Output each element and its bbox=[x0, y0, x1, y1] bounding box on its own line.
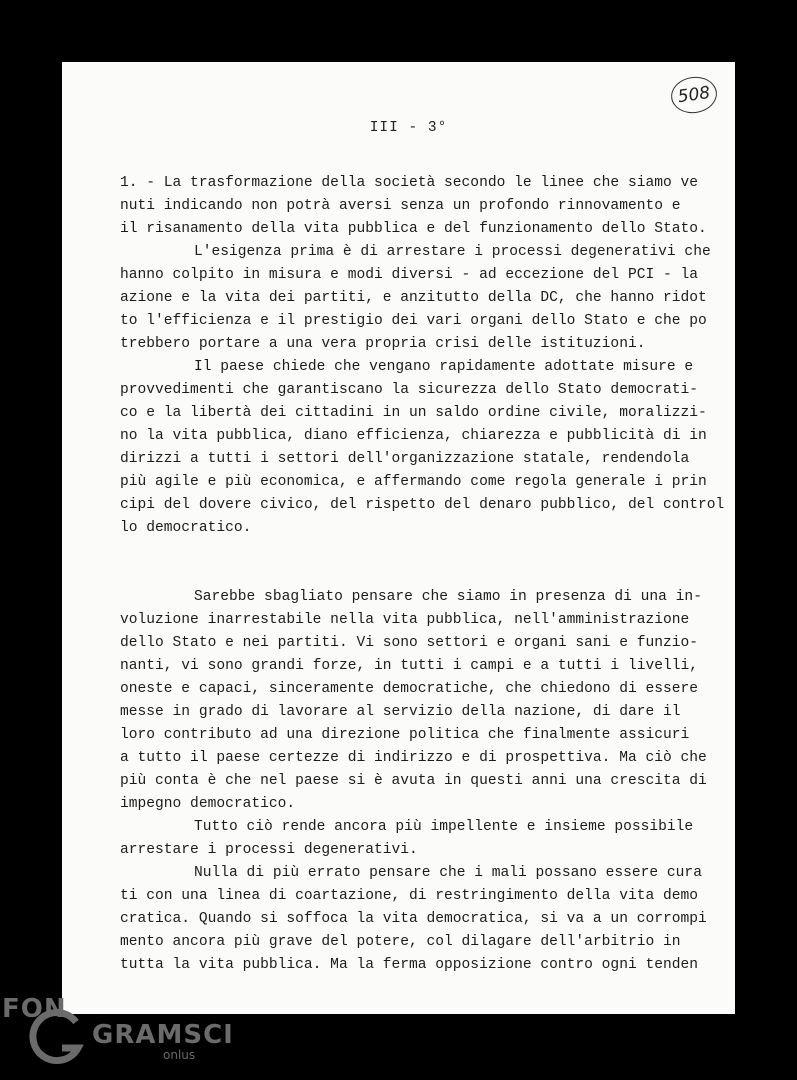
text-line: 1. - La trasformazione della società secondo le linee che siamo ve bbox=[120, 175, 699, 191]
text-line: L'esigenza prima è di arrestare i processi degenerativi che bbox=[194, 244, 711, 260]
text-line: messe in grado di lavorare al servizio della nazione, di dare il bbox=[120, 704, 681, 720]
text-line: più agile e più economica, e affermando come regola generale i prin bbox=[120, 474, 707, 490]
watermark-text-onlus: onlus bbox=[163, 1048, 196, 1062]
text-line: trebbero portare a una vera propria crisi delle istituzioni. bbox=[120, 336, 646, 352]
text-line: no la vita pubblica, diano efficienza, chiarezza e pubblicità di in bbox=[120, 428, 707, 444]
text-line: mento ancora più grave del potere, col dilagare dell'arbitrio in bbox=[120, 934, 681, 950]
text-line: il risanamento della vita pubblica e del funzionamento dello Stato. bbox=[120, 221, 707, 237]
text-line: provvedimenti che garantiscano la sicurezza dello Stato democrati- bbox=[120, 382, 699, 398]
text-line: loro contributo ad una direzione politica che finalmente assicuri bbox=[120, 727, 690, 743]
text-line: nuti indicando non potrà aversi senza un profondo rinnovamento e bbox=[120, 198, 681, 214]
text-line: co e la libertà dei cittadini in un saldo ordine civile, moralizzi- bbox=[120, 405, 707, 421]
text-line: tutta la vita pubblica. Ma la ferma opposizione contro ogni tenden bbox=[120, 957, 699, 973]
text-line: nanti, vi sono grandi forze, in tutti i campi e a tutti i livelli, bbox=[120, 658, 699, 674]
text-line: voluzione inarrestabile nella vita pubblica, nell'amministrazione bbox=[120, 612, 690, 628]
text-line: cratica. Quando si soffoca la vita democratica, si va a un corrompi bbox=[120, 911, 707, 927]
text-line: oneste e capaci, sinceramente democratiche, che chiedono di essere bbox=[120, 681, 699, 697]
text-line: arrestare i processi degenerativi. bbox=[120, 842, 418, 858]
text-line: ti con una linea di coartazione, di restringimento della vita demo bbox=[120, 888, 699, 904]
text-line: Tutto ciò rende ancora più impellente e insieme possibile bbox=[194, 819, 694, 835]
text-line: dirizzi a tutti i settori dell'organizzazione statale, rendendola bbox=[120, 451, 690, 467]
text-line: più conta è che nel paese si è avuta in questi anni una crescita di bbox=[120, 773, 707, 789]
text-line: hanno colpito in misura e modi diversi - ad eccezione del PCI - la bbox=[120, 267, 699, 283]
text-line: Il paese chiede che vengano rapidamente adottate misure e bbox=[194, 359, 694, 375]
text-line: dello Stato e nei partiti. Vi sono settori e organi sani e funzio- bbox=[120, 635, 699, 651]
text-line: lo democratico. bbox=[120, 520, 252, 536]
page-number-stamp: 508 bbox=[669, 74, 720, 116]
text-line: Sarebbe sbagliato pensare che siamo in presenza di una in- bbox=[194, 589, 702, 605]
text-line: impegno democratico. bbox=[120, 796, 296, 812]
watermark-text-fon: FON bbox=[2, 994, 67, 1024]
watermark-text-gramsci: GRAMSCI bbox=[92, 1020, 234, 1050]
text-line: azione e la vita dei partiti, e anzitutto della DC, che hanno ridot bbox=[120, 290, 707, 306]
text-line: a tutto il paese certezze di indirizzo e di prospettiva. Ma ciò che bbox=[120, 750, 707, 766]
text-line: to l'efficienza e il prestigio dei vari organi dello Stato e che po bbox=[120, 313, 707, 329]
text-line: Nulla di più errato pensare che i mali possano essere cura bbox=[194, 865, 702, 881]
document-header: III - 3° bbox=[369, 120, 448, 136]
text-line: cipi del dovere civico, del rispetto del denaro pubblico, del control bbox=[120, 497, 725, 513]
archive-watermark bbox=[0, 988, 234, 1080]
